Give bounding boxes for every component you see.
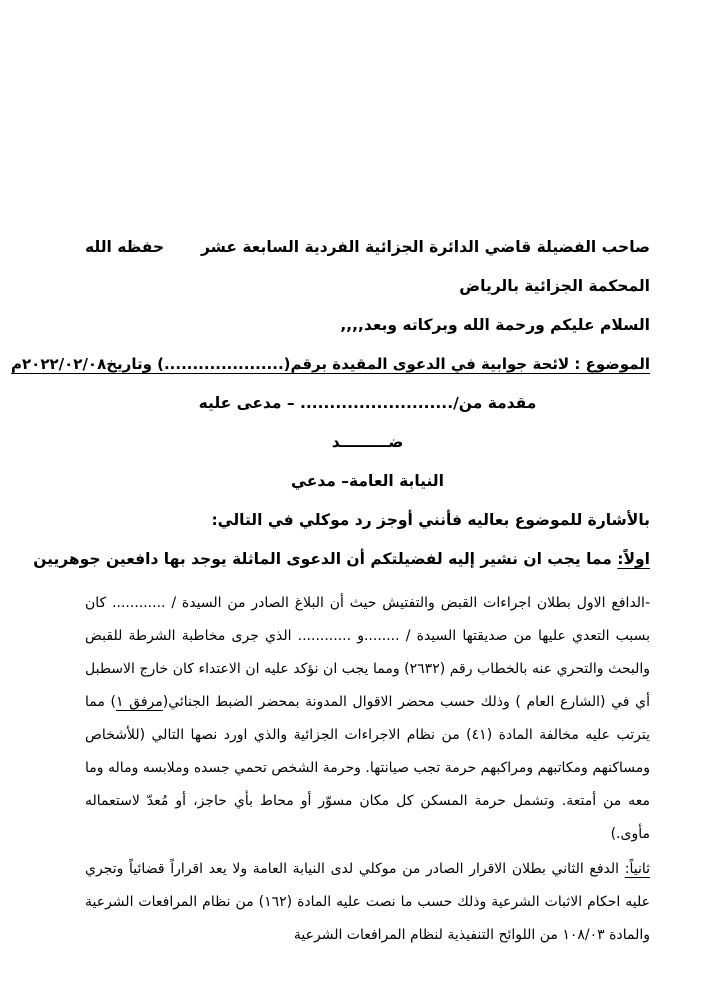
first-point-line bbox=[33, 540, 650, 579]
greeting-line: السلام عليكم ورحمة الله وبركاته وبعد,,,, bbox=[340, 316, 650, 334]
defense1-text-after-attachment: ) مما يترتب عليه مخالفة المادة (٤١) من نظام الاجراءات الجزائية والذي اورد نصها التالي (للأشخاص ومساكنهم ومكاتبهم ومراكبهم حرمة تجب صيانتها. وحرمة الشخص تحمي جسده وملابسه وماله وما معه من أمتعة. وتشمل حرمة المسكن كل مكان مسوّر أو محاط بأي حاجز، أو مُعدّ لاستعماله مأوى.) bbox=[85, 694, 650, 842]
addressee-text: صاحب الفضيلة قاضي الدائرة الجزائية الفردية السابعة عشر bbox=[200, 238, 650, 256]
addressee-line bbox=[85, 228, 650, 267]
attachment-reference: مرفق ١ bbox=[115, 694, 163, 710]
submitted-by-line: مقدمة من/.......................... – مدعى عليه bbox=[198, 394, 537, 412]
defense2-paragraph bbox=[85, 853, 650, 952]
defense1-paragraph bbox=[85, 587, 650, 851]
first-point-label: اولاً: bbox=[617, 550, 650, 568]
subject-line: الموضوع : لائحة جوابية في الدعوى المقيدة برقم(.....................) وتاريخ٢٠٢٢/٠٢/٠٨م bbox=[11, 355, 650, 373]
plaintiff-line: النيابة العامة– مدعي bbox=[291, 472, 444, 490]
second-point-label: ثانياً: bbox=[624, 861, 650, 877]
court-line: المحكمة الجزائية بالرياض bbox=[459, 277, 650, 295]
defense1-text-before-attachment: -الدافع الاول بطلان اجراءات القبض والتفتيش حيث أن البلاغ الصادر من السيدة / ............ كان بسبب التعدي عليها من صديقتها السيدة / ........و ............ الذي جرى مخاطبة الشرطة للقبض والبحث والتحري عنه بالخطاب رقم (٢٦٣٢) ومما يجب ان نؤكد عليه ان الاعتداء كان خارج الاسطبل أي في (الشارع العام ) وذلك حسب محضر الاقوال المدونة بمحضر الضبط الجنائي( bbox=[85, 595, 650, 710]
versus-line: ضـــــــــد bbox=[331, 433, 404, 451]
honorific-text: حفظه الله bbox=[85, 238, 165, 256]
first-point-text: مما يجب ان نشير إليه لفضيلتكم أن الدعوى الماثلة يوجد بها دافعين جوهريين bbox=[33, 550, 618, 568]
reference-line: بالأشارة للموضوع بعاليه فأنني أوجز رد موكلي في التالي: bbox=[211, 511, 650, 529]
defense2-text: الدفع الثاني بطلان الاقرار الصادر من موكلي لدى النيابة العامة ولا يعد اقراراً قضائياً وتجري عليه احكام الاثبات الشرعية وذلك حسب ما نصت عليه المادة (١٦٢) من نظام المرافعات الشرعية والمادة ١٠٨/٠٣ من اللوائح التنفيذية لنظام المرافعات الشرعية bbox=[85, 861, 650, 943]
